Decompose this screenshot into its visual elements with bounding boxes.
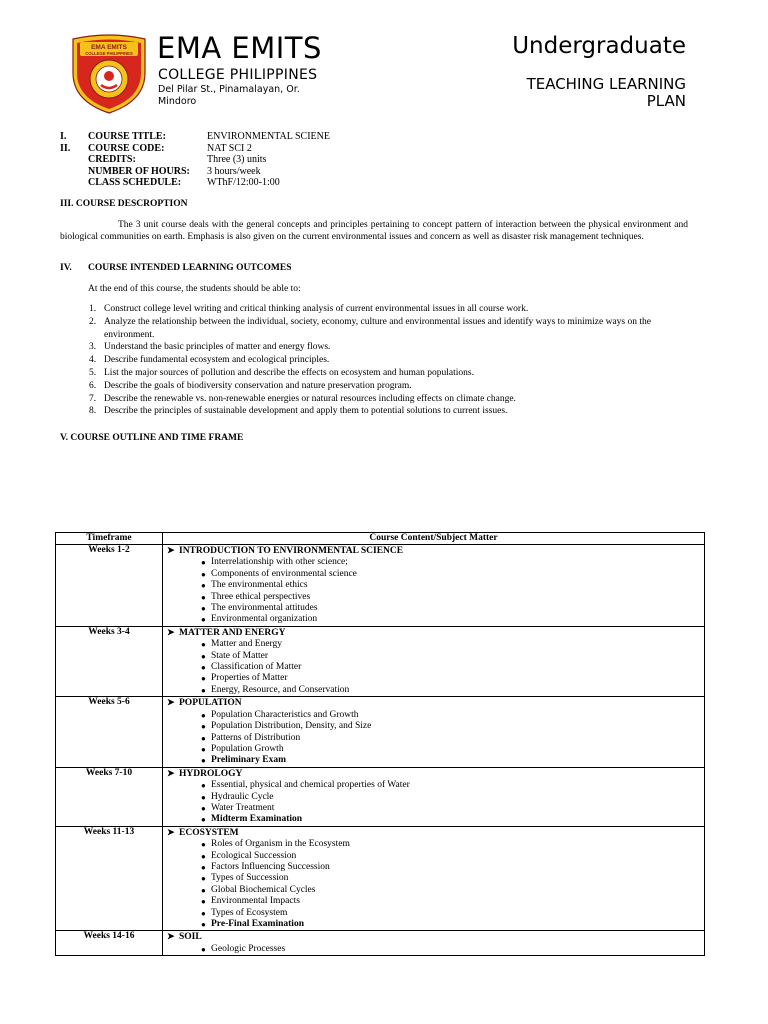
subtopic-item (201, 839, 704, 850)
subtopic-text: Hydraulic Cycle (211, 791, 274, 802)
outcome-item: 4. Describe fundamental ecosystem and ecological principles. (89, 355, 330, 366)
topic-heading (167, 827, 704, 839)
topic-title: INTRODUCTION TO ENVIRONMENTAL SCIENCE (179, 546, 404, 556)
bullet-icon: ● (201, 663, 206, 673)
subtopic-text: Components of environmental science (211, 568, 357, 579)
content-cell (163, 626, 705, 696)
subtopic-item (201, 896, 704, 907)
info-value: 3 hours/week (207, 165, 261, 177)
col-header-content: Course Content/Subject Matter (163, 533, 705, 545)
info-number (60, 177, 88, 189)
bullet-icon: ● (201, 803, 206, 813)
arrow-bullet-icon: ➤ (167, 626, 175, 637)
topic-heading (167, 697, 704, 709)
subtopic-text: Environmental Impacts (211, 896, 300, 907)
info-label: COURSE TITLE: (88, 131, 166, 142)
subtopic-item (201, 673, 704, 684)
info-value: WThF/12:00-1:00 (207, 177, 280, 188)
bullet-icon: ● (201, 781, 206, 791)
bullet-icon: ● (201, 674, 206, 684)
info-number: II. (60, 142, 71, 154)
outcome-item: 2. Analyze the relationship between the individual, society, economy, culture and environmental issues and identify ways to minimize ways on the environment. (89, 316, 651, 340)
bullet-icon: ● (201, 792, 206, 802)
outcome-text: Describe the principles of sustainable development and apply them to potential solutions to current issues. (104, 406, 508, 417)
bullet-icon: ● (201, 897, 206, 907)
subtopic-text: Patterns of Distribution (211, 732, 301, 743)
content-cell (163, 767, 705, 826)
subtopic-item (201, 851, 704, 862)
table-row (56, 626, 705, 696)
subtopic-text: Matter and Energy (211, 639, 283, 650)
bullet-icon: ● (201, 604, 206, 614)
outcome-item: 1. Construct college level writing and critical thinking analysis of current environmental issues in all course work. (89, 304, 529, 314)
outcome-item: 6. Describe the goals of biodiversity conservation and nature preservation program. (89, 380, 412, 391)
content-cell (163, 931, 705, 956)
exam-text: Pre-Final Examination (211, 919, 304, 929)
subtopic-item (201, 614, 704, 625)
bullet-icon: ● (201, 640, 206, 650)
outcome-text: Describe fundamental ecosystem and ecological principles. (104, 355, 330, 366)
subtopic-item (201, 662, 704, 673)
topic-heading (167, 545, 704, 557)
subtopic-text: Global Biochemical Cycles (211, 884, 316, 895)
bullet-icon: ● (201, 592, 206, 602)
timeframe-cell: Weeks 3-4 (56, 626, 163, 696)
subtopic-item (201, 651, 704, 662)
timeframe-cell: Weeks 1-2 (56, 545, 163, 627)
bullet-icon: ● (201, 744, 206, 754)
topic-title: MATTER AND ENERGY (179, 627, 286, 638)
table-row (56, 545, 705, 627)
exam-text: Midterm Examination (211, 814, 303, 825)
col-header-timeframe: Timeframe (56, 533, 163, 545)
bullet-icon: ● (201, 756, 206, 766)
subtopic-text: The environmental attitudes (211, 603, 318, 614)
outcome-text: Describe the goals of biodiversity conservation and nature preservation program. (104, 380, 412, 391)
bullet-icon: ● (201, 569, 206, 579)
course-info-row (60, 154, 330, 166)
exam-text: Preliminary Exam (211, 755, 287, 766)
college-subtitle: COLLEGE PHILIPPINES (158, 67, 318, 83)
outcomes-intro: At the end of this course, the students should be able to: (88, 284, 301, 294)
table-header-row (56, 533, 705, 545)
outline-heading: V. COURSE OUTLINE AND TIME FRAME (60, 433, 244, 443)
bullet-icon: ● (201, 615, 206, 625)
subtopic-item (201, 862, 704, 873)
arrow-bullet-icon: ➤ (167, 826, 175, 837)
course-info-row (60, 177, 330, 189)
exam-item (201, 755, 704, 766)
info-label: COURSE CODE: (88, 142, 165, 154)
timeframe-cell: Weeks 11-13 (56, 826, 163, 931)
outcome-text: Understand the basic principles of matter and energy flows. (104, 342, 331, 353)
subtopic-list (167, 557, 704, 625)
outcomes-list (89, 303, 689, 418)
subtopic-item (201, 569, 704, 580)
college-logo (68, 33, 150, 115)
subtopic-item (201, 792, 704, 803)
subtopic-text: Environmental organization (211, 614, 318, 625)
subtopic-text: Factors Influencing Succession (211, 861, 330, 872)
bullet-icon: ● (201, 840, 206, 850)
topic-title: HYDROLOGY (179, 768, 243, 779)
topic-heading (167, 931, 704, 943)
timeframe-cell: Weeks 5-6 (56, 697, 163, 767)
table-row (56, 931, 705, 956)
course-info-row (60, 166, 330, 178)
info-label: NUMBER OF HOURS: (88, 165, 190, 177)
outcomes-heading (60, 263, 292, 273)
subtopic-list (167, 944, 704, 955)
subtopic-item (201, 603, 704, 614)
subtopic-list (167, 780, 704, 826)
arrow-bullet-icon: ➤ (167, 545, 175, 555)
subtopic-text: Population Distribution, Density, and Size (211, 721, 372, 732)
timeframe-cell: Weeks 14-16 (56, 931, 163, 956)
subtopic-item (201, 733, 704, 744)
course-info-row (60, 143, 330, 155)
table-row (56, 697, 705, 767)
subtopic-text: Essential, physical and chemical properties of Water (211, 780, 410, 791)
info-number (60, 154, 88, 166)
bullet-icon: ● (201, 874, 206, 884)
subtopic-text: Classification of Matter (211, 662, 302, 673)
info-number: I. (60, 131, 67, 142)
exam-item (201, 919, 704, 930)
subtopic-item (201, 721, 704, 732)
bullet-icon: ● (201, 722, 206, 732)
outcome-item: 5. List the major sources of pollution and describe the effects on ecosystem and human populations. (89, 367, 474, 378)
info-label: CREDITS: (88, 154, 136, 165)
bullet-icon: ● (201, 944, 206, 954)
subtopic-text: Three ethical perspectives (211, 591, 311, 602)
outcome-item: 8. Describe the principles of sustainable development and apply them to potential solutions to current issues. (89, 406, 508, 417)
subtopic-text: Types of Succession (211, 873, 289, 884)
outcomes-number: IV. (60, 263, 72, 273)
logo-subtitle: COLLEGE PHILIPPINES (85, 51, 133, 56)
outcome-text: Describe the renewable vs. non-renewable energies or natural resources including effects on climate change. (104, 393, 516, 404)
table-body (56, 545, 705, 956)
subtopic-text: Population Growth (211, 743, 284, 754)
subtopic-item (201, 592, 704, 603)
outcome-text: Analyze the relationship between the individual, society, economy, culture and environmental issues and identify ways to minimize ways on the environment. (104, 316, 651, 340)
info-value: NAT SCI 2 (207, 142, 252, 154)
document-type-line2: PLAN (646, 92, 686, 110)
outcome-text: List the major sources of pollution and describe the effects on ecosystem and human populations. (104, 367, 474, 378)
bullet-icon: ● (201, 685, 206, 695)
subtopic-list (167, 710, 704, 767)
program-level: Undergraduate (512, 33, 686, 59)
table-row (56, 767, 705, 826)
subtopic-list (167, 639, 704, 696)
college-address: Del Pilar St., Pinamalayan, Or. Mindoro (158, 84, 300, 107)
bullet-icon: ● (201, 710, 206, 720)
topic-heading (167, 768, 704, 780)
logo-title: EMA EMITS (91, 44, 127, 51)
bullet-icon: ● (201, 908, 206, 918)
arrow-bullet-icon: ➤ (167, 931, 175, 942)
description-text: The 3 unit course deals with the general concepts and principles pertaining to concept pattern of interaction between the physical environment and biological communities on earth. Emphasis is also given on the current environmental issues and concern as well as disaster risk management techniques. (60, 220, 688, 242)
subtopic-item (201, 908, 704, 919)
subtopic-text: Interrelationship with other science; (211, 557, 348, 568)
info-label: CLASS SCHEDULE: (88, 177, 182, 188)
subtopic-item (201, 780, 704, 791)
subtopic-text: Geologic Processes (211, 943, 286, 954)
subtopic-item (201, 557, 704, 568)
arrow-bullet-icon: ➤ (167, 697, 175, 708)
subtopic-item (201, 580, 704, 591)
subtopic-text: State of Matter (211, 650, 268, 661)
content-cell (163, 697, 705, 767)
subtopic-item (201, 685, 704, 696)
exam-item (201, 814, 704, 825)
subtopic-list (167, 839, 704, 930)
subtopic-text: Ecological Succession (211, 850, 297, 861)
timeframe-cell: Weeks 7-10 (56, 767, 163, 826)
document-type-line1: TEACHING LEARNING (526, 75, 686, 93)
subtopic-text: Energy, Resource, and Conservation (211, 684, 350, 695)
subtopic-item (201, 639, 704, 650)
outcome-text: Construct college level writing and critical thinking analysis of current environmental issues in all course work. (104, 304, 529, 314)
outcome-item: 3. Understand the basic principles of matter and energy flows. (89, 342, 331, 353)
outcomes-title: COURSE INTENDED LEARNING OUTCOMES (88, 263, 292, 273)
course-info-row (60, 131, 330, 143)
course-info (60, 131, 330, 189)
college-name: EMA EMITS (157, 31, 322, 65)
content-cell (163, 545, 705, 627)
subtopic-item (201, 873, 704, 884)
bullet-icon: ● (201, 862, 206, 872)
subtopic-item (201, 710, 704, 721)
info-value: ENVIRONMENTAL SCIENE (207, 131, 330, 142)
topic-heading (167, 627, 704, 639)
bullet-icon: ● (201, 815, 206, 825)
subtopic-item (201, 885, 704, 896)
bullet-icon: ● (201, 581, 206, 591)
bullet-icon: ● (201, 558, 206, 568)
topic-title: SOIL (179, 932, 202, 943)
subtopic-item (201, 744, 704, 755)
bullet-icon: ● (201, 651, 206, 661)
bullet-icon: ● (201, 885, 206, 895)
subtopic-text: Types of Ecosystem (211, 907, 288, 918)
info-number (60, 166, 88, 178)
course-outline-table (55, 532, 705, 956)
topic-title: POPULATION (179, 698, 242, 709)
bullet-icon: ● (201, 733, 206, 743)
outcome-item: 7. Describe the renewable vs. non-renewable energies or natural resources including effects on climate change. (89, 393, 516, 404)
info-value: Three (3) units (207, 154, 267, 165)
subtopic-item (201, 803, 704, 814)
document-type (527, 76, 686, 110)
subtopic-item (201, 944, 704, 955)
table-row (56, 826, 705, 931)
subtopic-text: Roles of Organism in the Ecosystem (211, 839, 350, 850)
subtopic-text: Water Treatment (211, 802, 275, 813)
bullet-icon: ● (201, 851, 206, 861)
subtopic-text: Population Characteristics and Growth (211, 709, 359, 720)
subtopic-text: Properties of Matter (211, 673, 288, 684)
subtopic-text: The environmental ethics (211, 580, 308, 591)
topic-title: ECOSYSTEM (179, 827, 239, 838)
bullet-icon: ● (201, 920, 206, 929)
arrow-bullet-icon: ➤ (167, 767, 175, 778)
content-cell (163, 826, 705, 931)
description-heading: III. COURSE DESCROPTION (60, 199, 188, 209)
